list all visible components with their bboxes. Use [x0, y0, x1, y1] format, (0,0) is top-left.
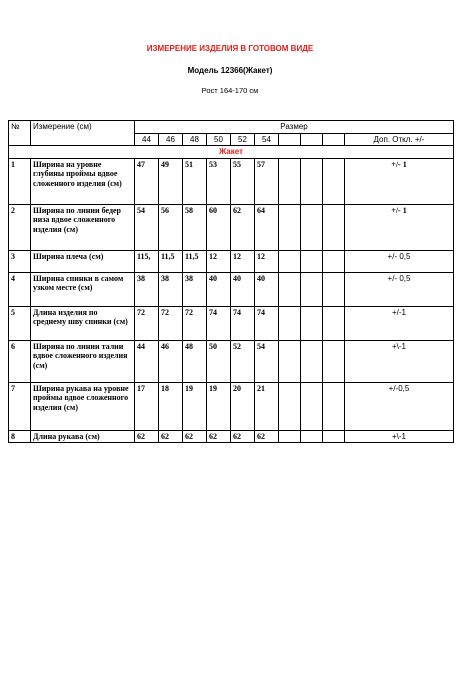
row-number: 8 — [9, 430, 31, 443]
row-number: 7 — [9, 382, 31, 430]
measurement-value — [279, 306, 301, 340]
measurement-value: 54 — [255, 340, 279, 382]
measurement-value: 18 — [159, 382, 183, 430]
measurement-value: 17 — [135, 382, 159, 430]
table-row — [9, 430, 454, 443]
measurement-value: 64 — [255, 204, 279, 250]
measurement-value: 11,5 — [159, 250, 183, 272]
measurement-value — [301, 382, 323, 430]
measurement-value — [279, 158, 301, 204]
tolerance-header: Доп. Откл. +/- — [345, 133, 454, 146]
tolerance-value: +/- 1 — [345, 158, 454, 204]
measurement-value: 44 — [135, 340, 159, 382]
measurement-value — [323, 250, 345, 272]
measurement-value — [323, 204, 345, 250]
table-row — [9, 272, 454, 306]
row-number: 3 — [9, 250, 31, 272]
measurement-value: 62 — [255, 430, 279, 443]
row-number: 6 — [9, 340, 31, 382]
measurement-value: 19 — [183, 382, 207, 430]
model-name: Модель 12366(Жакет) — [187, 66, 273, 75]
measurement-value: 60 — [207, 204, 231, 250]
tolerance-value: +/- 0,5 — [345, 250, 454, 272]
measurement-value: 46 — [159, 340, 183, 382]
measurement-value — [279, 250, 301, 272]
measurement-value: 19 — [207, 382, 231, 430]
table-row — [9, 382, 454, 430]
measurement-value — [301, 306, 323, 340]
measurement-value: 50 — [207, 340, 231, 382]
measurement-value: 40 — [231, 272, 255, 306]
measurement-value: 40 — [207, 272, 231, 306]
measurement-value — [279, 272, 301, 306]
size-header — [279, 133, 301, 146]
measurement-value: 55 — [231, 158, 255, 204]
size-header: 46 — [159, 133, 183, 146]
col-size-header: Размер — [135, 121, 454, 134]
size-header: 52 — [231, 133, 255, 146]
measurement-value: 52 — [231, 340, 255, 382]
measurement-name: Ширина рукава на уровне проймы вдвое сложенного изделия (см) — [31, 382, 135, 430]
row-number: 5 — [9, 306, 31, 340]
tolerance-value: +/-0,5 — [345, 382, 454, 430]
size-header: 54 — [255, 133, 279, 146]
measurement-value — [301, 158, 323, 204]
tolerance-value: +\-1 — [345, 430, 454, 443]
measurement-value — [323, 272, 345, 306]
measurement-value: 72 — [159, 306, 183, 340]
measurement-value: 38 — [183, 272, 207, 306]
col-measure-header: Измерение (см) — [31, 121, 135, 146]
document-title: ИЗМЕРЕНИЕ ИЗДЕЛИЯ В ГОТОВОМ ВИДЕ — [146, 44, 314, 53]
size-header — [301, 133, 323, 146]
tolerance-value: +\-1 — [345, 340, 454, 382]
tolerance-value: +/- 1 — [345, 204, 454, 250]
measurement-value: 21 — [255, 382, 279, 430]
tolerance-value: +/-1 — [345, 306, 454, 340]
measurement-name: Ширина на уровне глубины проймы вдвое сложенного изделия (см) — [31, 158, 135, 204]
measurement-value — [301, 250, 323, 272]
measurement-value — [301, 430, 323, 443]
measurement-value: 47 — [135, 158, 159, 204]
measurement-value: 62 — [159, 430, 183, 443]
measurement-value: 115, — [135, 250, 159, 272]
size-header — [323, 133, 345, 146]
section-label: Жакет — [9, 146, 454, 159]
size-header: 48 — [183, 133, 207, 146]
measurement-value: 57 — [255, 158, 279, 204]
measurement-value: 53 — [207, 158, 231, 204]
header-row-1 — [9, 121, 454, 134]
measurement-value: 12 — [231, 250, 255, 272]
measurement-value: 51 — [183, 158, 207, 204]
measurement-value — [323, 340, 345, 382]
measurement-value: 11,5 — [183, 250, 207, 272]
measurement-value: 62 — [231, 204, 255, 250]
measurement-value: 38 — [159, 272, 183, 306]
measurement-value: 20 — [231, 382, 255, 430]
measurement-name: Ширина плеча (см) — [31, 250, 135, 272]
measurement-value: 62 — [183, 430, 207, 443]
measurement-value — [323, 306, 345, 340]
measurement-value: 74 — [255, 306, 279, 340]
measurement-value — [301, 272, 323, 306]
measurement-value — [323, 430, 345, 443]
table-row — [9, 158, 454, 204]
tolerance-value: +/- 0,5 — [345, 272, 454, 306]
table-row — [9, 204, 454, 250]
measurement-name: Длина рукава (см) — [31, 430, 135, 443]
measurement-value — [279, 204, 301, 250]
measurement-value: 38 — [135, 272, 159, 306]
measurement-value — [301, 204, 323, 250]
measurement-value — [301, 340, 323, 382]
measurement-value — [279, 382, 301, 430]
measurement-value: 72 — [135, 306, 159, 340]
measurement-value: 12 — [207, 250, 231, 272]
size-header: 44 — [135, 133, 159, 146]
size-header: 50 — [207, 133, 231, 146]
measurement-value — [279, 340, 301, 382]
measurement-value: 54 — [135, 204, 159, 250]
height-range: Рост 164-170 см — [201, 86, 259, 95]
table-row — [9, 306, 454, 340]
col-number-header: № — [9, 121, 31, 146]
row-number: 4 — [9, 272, 31, 306]
measurement-value: 62 — [135, 430, 159, 443]
measurement-table — [8, 120, 454, 443]
measurement-value: 40 — [255, 272, 279, 306]
measurement-value: 12 — [255, 250, 279, 272]
measurement-value — [323, 382, 345, 430]
row-number: 1 — [9, 158, 31, 204]
measurement-value: 72 — [183, 306, 207, 340]
section-row — [9, 146, 454, 159]
measurement-name: Ширина по линии бедер низа вдвое сложенного изделия (см) — [31, 204, 135, 250]
measurement-value: 56 — [159, 204, 183, 250]
measurement-value — [279, 430, 301, 443]
measurement-name: Ширина по линии талии вдвое сложенного изделия (см) — [31, 340, 135, 382]
measurement-value — [323, 158, 345, 204]
measurement-value: 48 — [183, 340, 207, 382]
measurement-value: 74 — [231, 306, 255, 340]
measurement-name: Длина изделия по среднему шву спинки (см) — [31, 306, 135, 340]
measurement-name: Ширина спинки в самом узком месте (см) — [31, 272, 135, 306]
measurement-value: 62 — [231, 430, 255, 443]
measurement-value: 74 — [207, 306, 231, 340]
row-number: 2 — [9, 204, 31, 250]
table-row — [9, 340, 454, 382]
measurement-value: 49 — [159, 158, 183, 204]
measurement-value: 62 — [207, 430, 231, 443]
table-row — [9, 250, 454, 272]
measurement-value: 58 — [183, 204, 207, 250]
